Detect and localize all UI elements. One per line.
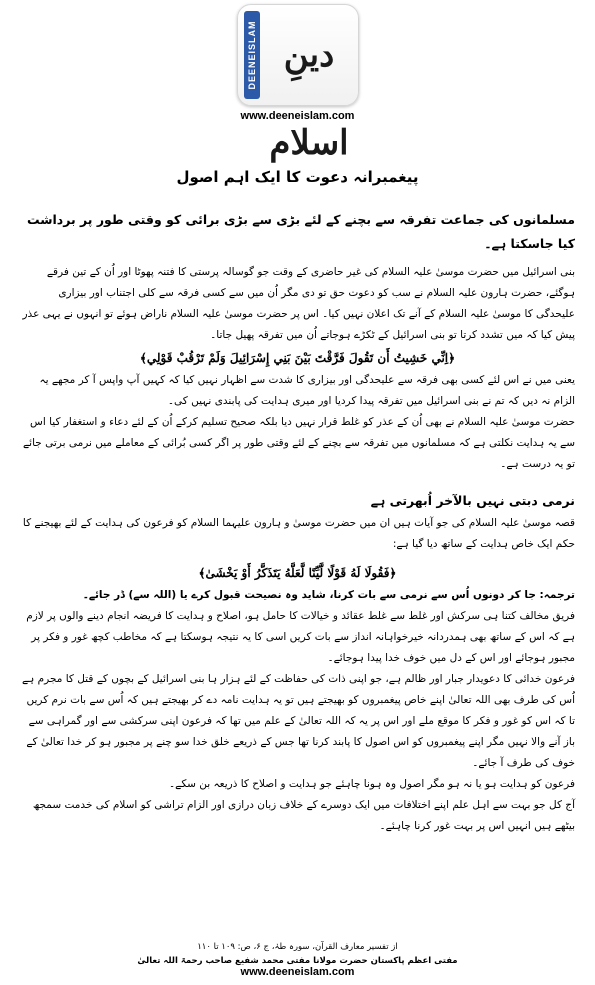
paragraph: فرعون خدائی کا دعویدار جبار اور ظالم ہے، جو اپنی ذات کی حفاظت کے لئے ہزار ہا بنی اسرائیل کے بچوں کے قتل کا مجرم ہے اُس کی طرف بھی اللہ تعالیٰ اپنے خاص پیغمبروں کو بھیجتے ہیں تو یہ ہدایت نامہ دے کر بھیجتے ہیں کہ اُس سے بات نرم کریں تا کہ اس کو غور و فکر کا موقع ملے اور اس پر یہ کہ اللہ تعالیٰ کے علم میں تھا کہ فرعون اپنی سرکشی سے اور گمراہی سے باز آنے والا نہیں مگر اپنے پیغمبروں کو اس اصول کا پابند کرنا تھا جس کے ذریعے خلق خدا سو چنے پر مجبور ہو کر خدا تعالیٰ کے خوف کی طرف آ جائے۔: [22, 673, 575, 769]
paragraph: قصہ موسیٰ علیہ السلام کی جو آیات ہیں ان میں حضرت موسیٰ و ہارون علیہما السلام کو فرعون کی ہدایت کے لئے بھیجنے کا حکم ایک خاص ہدایت کے ساتھ دیا گیا ہے:: [22, 517, 575, 550]
paragraph: حضرت موسیٰ علیہ السلام نے بھی اُن کے عذر کو غلط قرار نہیں دیا بلکہ صحیح تسلیم کرکے اُن کے لئے دعاء و استغفار کیا اس سے یہ ہدایت نکلتی ہے کہ مسلمانوں میں تفرقہ سے بچنے کے لئے وقتی طور پر اگر کسی بُرائی کے معاملے میں نرمی برتی جائے تو یہ درست ہے۔: [23, 416, 575, 470]
logo-vertical-strip: [244, 11, 260, 99]
paragraph: فریق مخالف کتنا ہی سرکش اور غلط سے غلط عقائد و خیالات کا حامل ہو، اصلاح و ہدایت کا فریضہ انجام دینے والوں پر لازم ہے کہ اس کے ساتھ بھی ہمدردانہ خیرخواہانہ انداز سے بات کریں اسی کا یہ نتیجہ ہوسکتا ہے کہ مخاطب کچھ غور و فکر پر مجبور ہوجائے اور اس کے دل میں خوف خدا پیدا ہوجائے۔: [26, 610, 575, 664]
author-credit: مفتی اعظم پاکستان حضرت مولانا مفتی محمد شفیع صاحب رحمۃ اللہ تعالیٰ: [137, 956, 458, 966]
paragraph: فرعون کو ہدایت ہو یا نہ ہو مگر اصول وہ ہونا چاہئے جو ہدایت و اصلاح کا ذریعہ بن سکے۔: [169, 778, 575, 790]
header: [0, 0, 595, 163]
translation: ترجمہ: جا کر دونوں اُس سے نرمی سے بات کرنا، شاید وہ نصیحت قبول کرے یا (اللہ سے) ڈر جائے۔: [82, 589, 575, 601]
footer-reference-block: [0, 940, 595, 968]
quranic-verse: ﴿فَقُولَا لَهُ قَوْلًا لَّيِّنًا لَّعَلَّهُ يَتَذَكَّرُ أَوْ يَخْشَىٰ﴾: [198, 566, 397, 580]
site-url-top[interactable]: www.deeneislam.com: [240, 110, 355, 122]
source-reference: از تفسیر معارف القرآن، سورہ طہٰ، ج ۶، ص: ۱۰۹ تا ۱۱۰: [197, 942, 398, 952]
article-body: [20, 208, 575, 837]
paragraph: یعنی میں نے اس لئے کسی بھی فرقہ سے علیحدگی اور بیزاری کا شدت سے اظہار نہیں کیا کہ کہیں آپ واپس آ کر مجھے یہ الزام نہ دیں کہ تم نے بنی اسرائیل میں تفرقہ پیدا کردیا اور میری ہدایت کی پابندی نہیں کی۔: [39, 374, 575, 407]
quranic-verse: ﴿اِنِّي خَشِيتُ أَن تَقُولَ فَرَّقْتَ بَيْنَ بَنِي إِسْرَائِيلَ وَلَمْ تَرْقُبْ قَوْلِي﴾: [139, 351, 456, 365]
logo-calligraphy: دینِ اسلام: [269, 35, 349, 163]
section-1-heading: مسلمانوں کی جماعت تفرقہ سے بچنے کے لئے بڑی سے بڑی برائی کو وقتی طور پر برداشت کیا جاسکتا ہے۔: [26, 212, 575, 251]
paragraph: بنی اسرائیل میں حضرت موسیٰ علیہ السلام کی غیر حاضری کے وقت جو گوسالہ پرستی کا فتنہ پھوٹا اور اُن کے تین فرقے ہوگئے، حضرت ہارون علیہ السلام نے سب کو دعوت حق تو دی مگر اُن میں سے کسی فرقہ سے کلی اجتناب اور بیزاری علیحدگی کا موسیٰ علیہ السلام کے آنے تک اعلان نہیں کیا۔ اس پر حضرت موسیٰ علیہ السلام ناراض ہوئے تو انہوں نے یہی عذر پیش کیا کہ میں تشدد کرتا تو بنی اسرائیل کے ٹکڑے ہوجاتے اُن میں تفرقہ پھیل جاتا۔: [22, 266, 575, 341]
site-url-bottom[interactable]: www.deeneislam.com: [240, 966, 355, 978]
article-title: پیغمبرانہ دعوت کا ایک اہم اصول: [176, 168, 419, 186]
logo-vertical-text: DEENEISLAM: [247, 20, 257, 90]
section-2-heading: نرمی دبتی نہیں بالآخر اُبھرتی ہے: [370, 493, 575, 508]
paragraph: آج کل جو بہت سے اہل علم اپنے اختلافات میں ایک دوسرے کے خلاف زبان درازی اور الزام تراشی کو اسلام کی خدمت سمجھ بیٹھے ہیں انہیں اس پر بہت غور کرنا چاہئے۔: [32, 799, 575, 832]
